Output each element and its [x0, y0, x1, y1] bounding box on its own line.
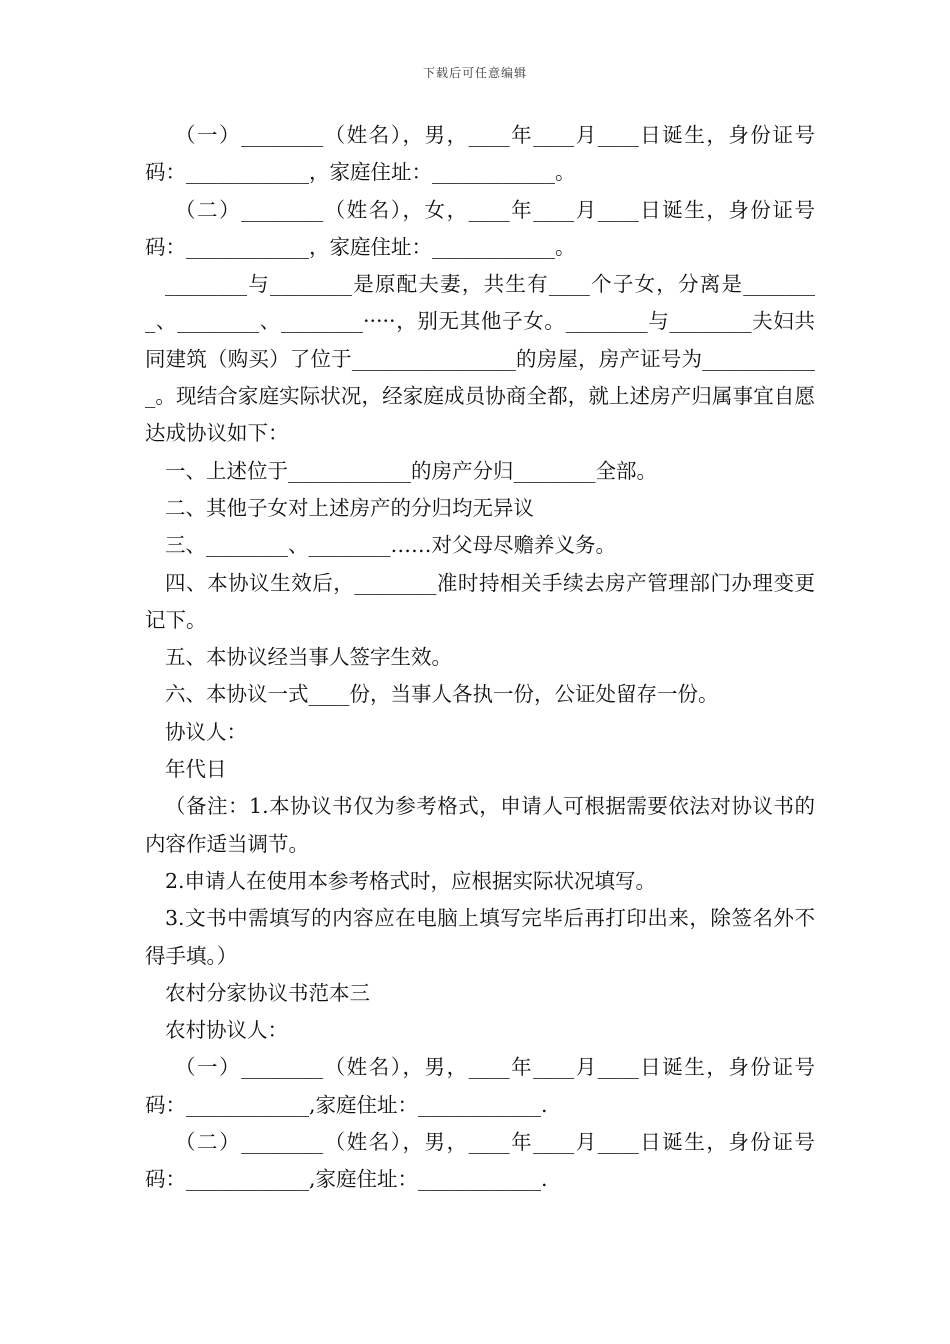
party-one-paragraph: （一）________（姓名），男，____年____月____日诞生，身份证号码：____________，家庭住址：____________。: [145, 123, 815, 185]
sample-title: 农村分家协议书范本三: [165, 980, 370, 1005]
signatory-line: 协议人：: [165, 719, 247, 744]
clause-six: 六、本协议一式____份，当事人各执一份，公证处留存一份。: [165, 682, 719, 707]
clause-three: 三、________、________……对父母尽赡养义务。: [165, 533, 616, 558]
party-two-paragraph: （二）________（姓名），女，____年____月____日诞生，身份证号码：____________，家庭住址：____________。: [145, 197, 815, 259]
clause-one: 一、上述位于____________的房产分归________全部。: [165, 458, 657, 483]
background-paragraph: ________与________是原配夫妻，共生有____个子女，分离是________、________、________·····，别无其他子女。________与________夫妇共同建筑（购买）了位于________________的房屋，房产证号为____________。现结合家庭实际状况，经家庭成员协商全都，就上述房产归属事宜自愿达成协议如下：: [145, 272, 815, 446]
rural-party-one-paragraph: （一）________（姓名），男，____年____月____日诞生，身份证号码：____________,家庭住址：____________.: [145, 1055, 815, 1117]
note-one: （备注：1.本协议书仅为参考格式，申请人可根据需要依法对协议书的内容作适当调节。: [145, 794, 815, 856]
date-line: 年代日: [165, 757, 227, 782]
clause-two: 二、其他子女对上述房产的分归均无异议: [165, 495, 534, 520]
clause-five: 五、本协议经当事人签字生效。: [165, 645, 452, 670]
rural-signatory-line: 农村协议人：: [165, 1018, 288, 1043]
note-two: 2.申请人在使用本参考格式时，应根据实际状况填写。: [165, 868, 657, 893]
document-body: [145, 117, 815, 1199]
clause-four: 四、本协议生效后，________准时持相关手续去房产管理部门办理变更记下。: [145, 570, 815, 632]
page-header: 下载后可任意编辑: [422, 66, 527, 80]
note-three: 3.文书中需填写的内容应在电脑上填写完毕后再打印出来，除签名外不得手填。）: [145, 906, 815, 968]
rural-party-two-paragraph: （二）________（姓名），男，____年____月____日诞生，身份证号码：____________,家庭住址：____________.: [145, 1130, 815, 1192]
